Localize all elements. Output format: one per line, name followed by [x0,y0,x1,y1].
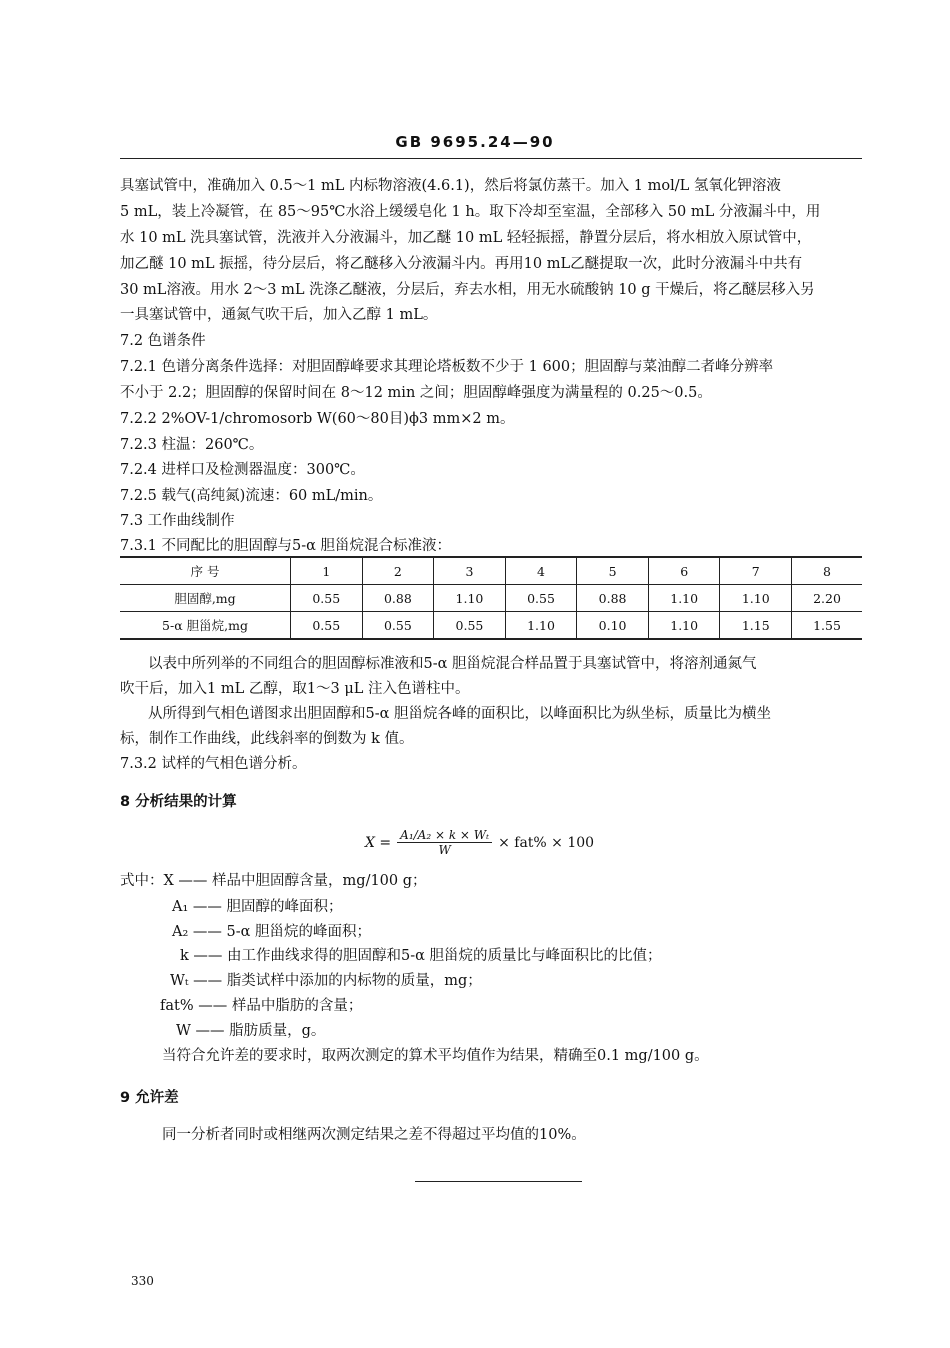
paragraph-line: 加乙醚 10 mL 振摇，待分层后，将乙醚移入分液漏斗内。再用10 mL乙醚提取一次，此时分液漏斗中共有 [120,256,803,272]
formula-fraction [397,828,492,857]
legend-line: fat% —— 样品中脂肪的含量； [160,998,363,1014]
section-9-text: 同一分析者同时或相继两次测定结果之差不得超过平均值的10%。 [162,1127,586,1143]
section-7-2-heading: 7.2 色谱条件 [120,333,206,349]
table-cell: 4 [505,557,577,585]
legend-line: Wₜ —— 脂类试样中添加的内标物的质量，mg； [170,973,482,989]
legend-line: 式中：X —— 样品中胆固醇含量，mg/100 g； [120,873,427,889]
table-cell: 0.55 [362,612,434,640]
mixture-table [120,556,862,640]
section-7-2-3: 7.2.3 柱温：260℃。 [120,437,264,453]
table-cell: 0.10 [577,612,649,640]
table-row [120,585,862,612]
section-7-2-2: 7.2.2 2%OV-1/chromosorb W(60～80目)ϕ3 mm×2 m。 [120,411,515,427]
paragraph-line: 5 mL，装上冷凝管，在 85～95℃水浴上缓缓皂化 1 h。取下冷却至室温，全部移入 50 mL 分液漏斗中，用 [120,204,821,220]
section-7-3-heading: 7.3 工作曲线制作 [120,513,235,529]
section-7-2-4: 7.2.4 进样口及检测器温度：300℃。 [120,462,365,478]
section-7-2-1-line: 不小于 2.2；胆固醇的保留时间在 8～12 min 之间；胆固醇峰强度为满量程的 0.25～0.5。 [120,385,712,401]
formula-rhs: × fat% × 100 [498,834,595,851]
table-cell: 0.55 [434,612,506,640]
table-cell: 胆固醇,mg [120,585,291,612]
section-7-3-2: 7.3.2 试样的气相色谱分析。 [120,756,307,772]
table-cell: 0.55 [291,585,363,612]
paragraph-line: 水 10 mL 洗具塞试管，洗液并入分液漏斗，加乙醚 10 mL 轻轻振摇，静置分层后，将水相放入原试管中， [120,230,812,246]
paragraph-line: 以表中所列举的不同组合的胆固醇标准液和5-α 胆甾烷混合样品置于具塞试管中，将溶剂通氮气 [148,656,757,672]
table-cell: 1.10 [648,612,720,640]
table-cell: 1.10 [434,585,506,612]
table-cell: 7 [720,557,792,585]
formula-denominator: W [438,843,451,857]
formula-numerator: A₁/A₂ × k × Wₜ [397,828,492,843]
table-cell: 3 [434,557,506,585]
legend-line: k —— 由工作曲线求得的胆固醇和5-α 胆甾烷的质量比与峰面积比的比值； [180,948,662,964]
table-row [120,557,862,585]
result-statement: 当符合允许差的要求时，取两次测定的算术平均值作为结果，精确至0.1 mg/100 g。 [162,1048,709,1064]
table-cell: 1.10 [720,585,792,612]
table-row [120,612,862,640]
table-cell: 2.20 [792,585,862,612]
table-cell: 1.15 [720,612,792,640]
table-cell: 6 [648,557,720,585]
document-code-header: GB 9695.24—90 [395,133,555,151]
table-cell: 8 [792,557,862,585]
table-cell: 0.88 [577,585,649,612]
section-7-3-1: 7.3.1 不同配比的胆固醇与5-α 胆甾烷混合标准液： [120,538,452,554]
legend-line: A₁ —— 胆固醇的峰面积； [172,899,343,915]
end-rule [415,1181,582,1182]
legend-line: A₂ —— 5-α 胆甾烷的峰面积； [172,924,372,940]
header-rule [120,158,862,159]
paragraph-line: 从所得到气相色谱图求出胆固醇和5-α 胆甾烷各峰的面积比，以峰面积比为纵坐标，质量比为横坐 [148,706,772,722]
table-cell: 5-α 胆甾烷,mg [120,612,291,640]
section-9-heading: 9 允许差 [120,1090,179,1106]
table-cell: 序 号 [120,557,291,585]
table-cell: 2 [362,557,434,585]
section-7-2-5: 7.2.5 载气(高纯氮)流速：60 mL/min。 [120,488,383,504]
section-7-2-1-line: 7.2.1 色谱分离条件选择：对胆固醇峰要求其理论塔板数不少于 1 600；胆固醇与菜油醇二者峰分辨率 [120,359,774,375]
table-cell: 1.10 [505,612,577,640]
paragraph-line: 一具塞试管中，通氮气吹干后，加入乙醇 1 mL。 [120,307,438,323]
calculation-formula [365,828,594,857]
paragraph-line: 标，制作工作曲线，此线斜率的倒数为 k 值。 [120,731,414,747]
table-cell: 1.10 [648,585,720,612]
section-8-heading: 8 分析结果的计算 [120,794,237,810]
table-cell: 0.88 [362,585,434,612]
legend-line: W —— 脂肪质量，g。 [176,1023,326,1039]
table-cell: 1 [291,557,363,585]
table-cell: 1.55 [792,612,862,640]
page-number: 330 [131,1274,154,1288]
formula-lhs: X = [365,834,392,851]
table-cell: 0.55 [505,585,577,612]
paragraph-line: 具塞试管中，准确加入 0.5～1 mL 内标物溶液(4.6.1)，然后将氯仿蒸干。加入 1 mol/L 氢氧化钾溶液 [120,178,781,194]
paragraph-line: 30 mL溶液。用水 2～3 mL 洗涤乙醚液，分层后，弃去水相，用无水硫酸钠 10 g 干燥后，将乙醚层移入另 [120,282,815,298]
paragraph-line: 吹干后，加入1 mL 乙醇，取1～3 μL 注入色谱柱中。 [120,681,470,697]
table-cell: 5 [577,557,649,585]
table-cell: 0.55 [291,612,363,640]
